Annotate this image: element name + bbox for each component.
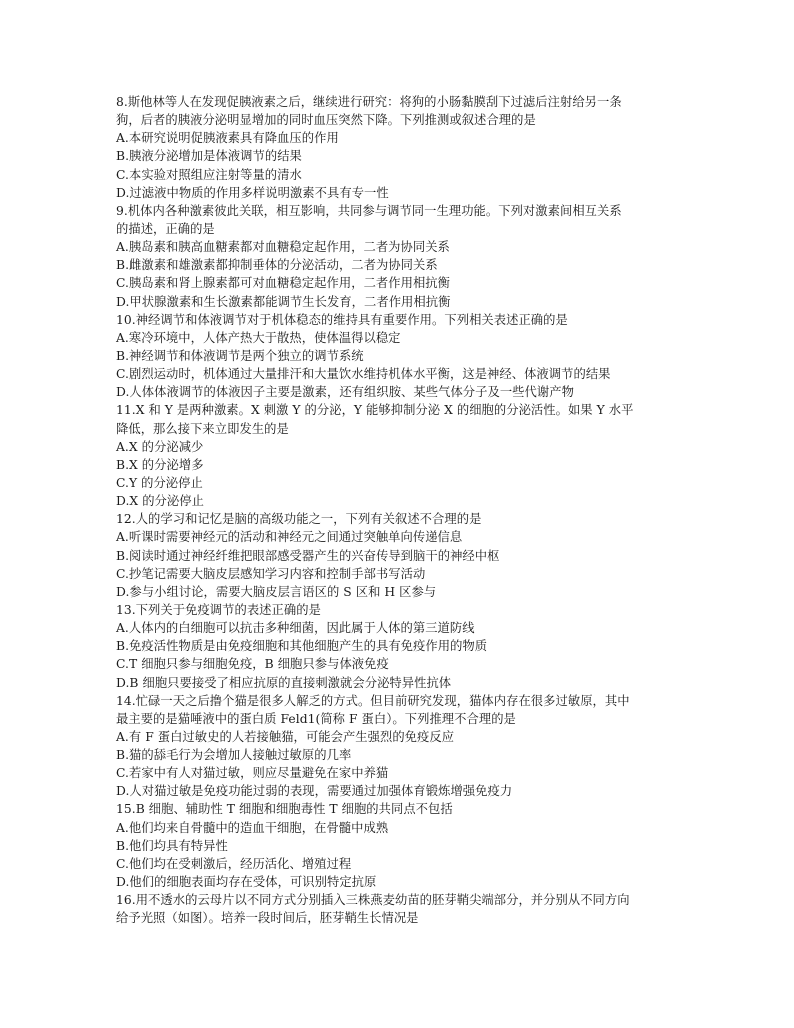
answer-option: D.过滤液中物质的作用多样说明激素不具有专一性 <box>116 185 389 200</box>
answer-option: C.他们均在受刺激后，经历活化、增殖过程 <box>116 856 352 871</box>
answer-option: D.人体体液调节的体液因子主要是激素，还有组织胺、某些气体分子及一些代谢产物 <box>116 385 574 400</box>
answer-option: B.胰液分泌增加是体液调节的结果 <box>116 149 302 164</box>
answer-option: A.胰岛素和胰高血糖素都对血糖稳定起作用，二者为协同关系 <box>116 240 450 255</box>
answer-option: C.T 细胞只参与细胞免疫，B 细胞只参与体液免疫 <box>116 657 389 672</box>
question-block <box>116 401 696 510</box>
answer-option: C.抄笔记需要大脑皮层感知学习内容和控制手部书写活动 <box>116 566 426 581</box>
answer-option: C.Y 的分泌停止 <box>116 475 203 490</box>
answer-option: A.听课时需要神经元的活动和神经元之间通过突触单向传递信息 <box>116 530 463 545</box>
question-block <box>116 800 696 891</box>
answer-option: D.B 细胞只要接受了相应抗原的直接刺激就会分泌特异性抗体 <box>116 675 452 690</box>
question-stem-line: 13.下列关于免疫调节的表述正确的是 <box>116 602 321 617</box>
answer-option: B.雌激素和雄激素都抑制垂体的分泌活动，二者为协同关系 <box>116 258 438 273</box>
answer-option: A.有 F 蛋白过敏史的人若接触猫，可能会产生强烈的免疫反应 <box>116 729 455 744</box>
question-stem-line: 12.人的学习和记忆是脑的高级功能之一，下列有关叙述不合理的是 <box>116 512 482 527</box>
question-block <box>116 202 696 311</box>
answer-option: D.他们的细胞表面均存在受体，可识别特定抗原 <box>116 875 377 890</box>
question-stem-line: 11.X 和 Y 是两种激素。X 刺激 Y 的分泌，Y 能够抑制分泌 X 的细胞的分泌活性。如果 Y 水平 <box>116 403 634 418</box>
answer-option: C.本实验对照组应注射等量的清水 <box>116 167 302 182</box>
question-stem-line: 16.用不透水的云母片以不同方式分别插入三株燕麦幼苗的胚芽鞘尖端部分，并分别从不同方向 <box>116 893 630 908</box>
question-block <box>116 510 696 601</box>
question-stem-line: 9.机体内各种激素彼此关联，相互影响，共同参与调节同一生理功能。下列对激素间相互关系 <box>116 203 622 218</box>
answer-option: B.神经调节和体液调节是两个独立的调节系统 <box>116 348 364 363</box>
question-stem-line: 给予光照（如图）。培养一段时间后，胚芽鞘生长情况是 <box>116 911 419 926</box>
answer-option: A.寒冷环境中，人体产热大于散热，使体温得以稳定 <box>116 330 401 345</box>
answer-option: B.他们均具有特异性 <box>116 838 228 853</box>
question-block <box>116 891 696 927</box>
question-block <box>116 692 696 801</box>
question-stem-line: 的描述，正确的是 <box>116 221 215 236</box>
answer-option: A.本研究说明促胰液素具有降血压的作用 <box>116 131 339 146</box>
answer-option: D.参与小组讨论，需要大脑皮层言语区的 S 区和 H 区参与 <box>116 584 437 599</box>
question-stem-line: 8.斯他林等人在发现促胰液素之后，继续进行研究：将狗的小肠黏膜刮下过滤后注射给另一条 <box>116 95 622 109</box>
question-stem-line: 10.神经调节和体液调节对于机体稳态的维持具有重要作用。下列相关表述正确的是 <box>116 312 568 327</box>
question-block <box>116 311 696 402</box>
answer-option: A.X 的分泌减少 <box>116 439 204 454</box>
answer-option: A.人体内的白细胞可以抗击多种细菌，因此属于人体的第三道防线 <box>116 621 475 636</box>
question-stem-line: 降低，那么接下来立即发生的是 <box>116 421 289 436</box>
question-stem-line: 15.B 细胞、辅助性 T 细胞和细胞毒性 T 细胞的共同点不包括 <box>116 802 453 817</box>
answer-option: B.免疫活性物质是由免疫细胞和其他细胞产生的具有免疫作用的物质 <box>116 639 488 654</box>
answer-option: C.剧烈运动时，机体通过大量排汗和大量饮水维持机体水平衡，这是神经、体液调节的结果 <box>116 367 611 382</box>
question-block <box>116 601 696 692</box>
answer-option: C.若家中有人对猫过敏，则应尽量避免在家中养猫 <box>116 766 389 781</box>
question-list <box>116 93 696 927</box>
answer-option: A.他们均来自骨髓中的造血干细胞，在骨髓中成熟 <box>116 820 389 835</box>
answer-option: B.X 的分泌增多 <box>116 457 204 472</box>
question-stem-line: 最主要的是猫唾液中的蛋白质 Feld1(简称 F 蛋白）。下列推理不合理的是 <box>116 711 516 726</box>
question-stem-line: 14.忙碌一天之后撸个猫是很多人解乏的方式。但目前研究发现，猫体内存在很多过敏原，其中 <box>116 693 630 708</box>
question-stem-line: 狗，后者的胰液分泌明显增加的同时血压突然下降。下列推测或叙述合理的是 <box>116 113 536 128</box>
answer-option: C.胰岛素和肾上腺素都可对血糖稳定起作用，二者作用相抗衡 <box>116 276 450 291</box>
answer-option: B.阅读时通过神经纤维把眼部感受器产生的兴奋传导到脑干的神经中枢 <box>116 548 500 563</box>
answer-option: D.X 的分泌停止 <box>116 494 204 509</box>
answer-option: D.甲状腺激素和生长激素都能调节生长发育，二者作用相抗衡 <box>116 294 451 309</box>
answer-option: B.猫的舔毛行为会增加人接触过敏原的几率 <box>116 748 352 763</box>
question-block <box>116 93 696 202</box>
answer-option: D.人对猫过敏是免疫功能过弱的表现，需要通过加强体育锻炼增强免疫力 <box>116 784 513 799</box>
